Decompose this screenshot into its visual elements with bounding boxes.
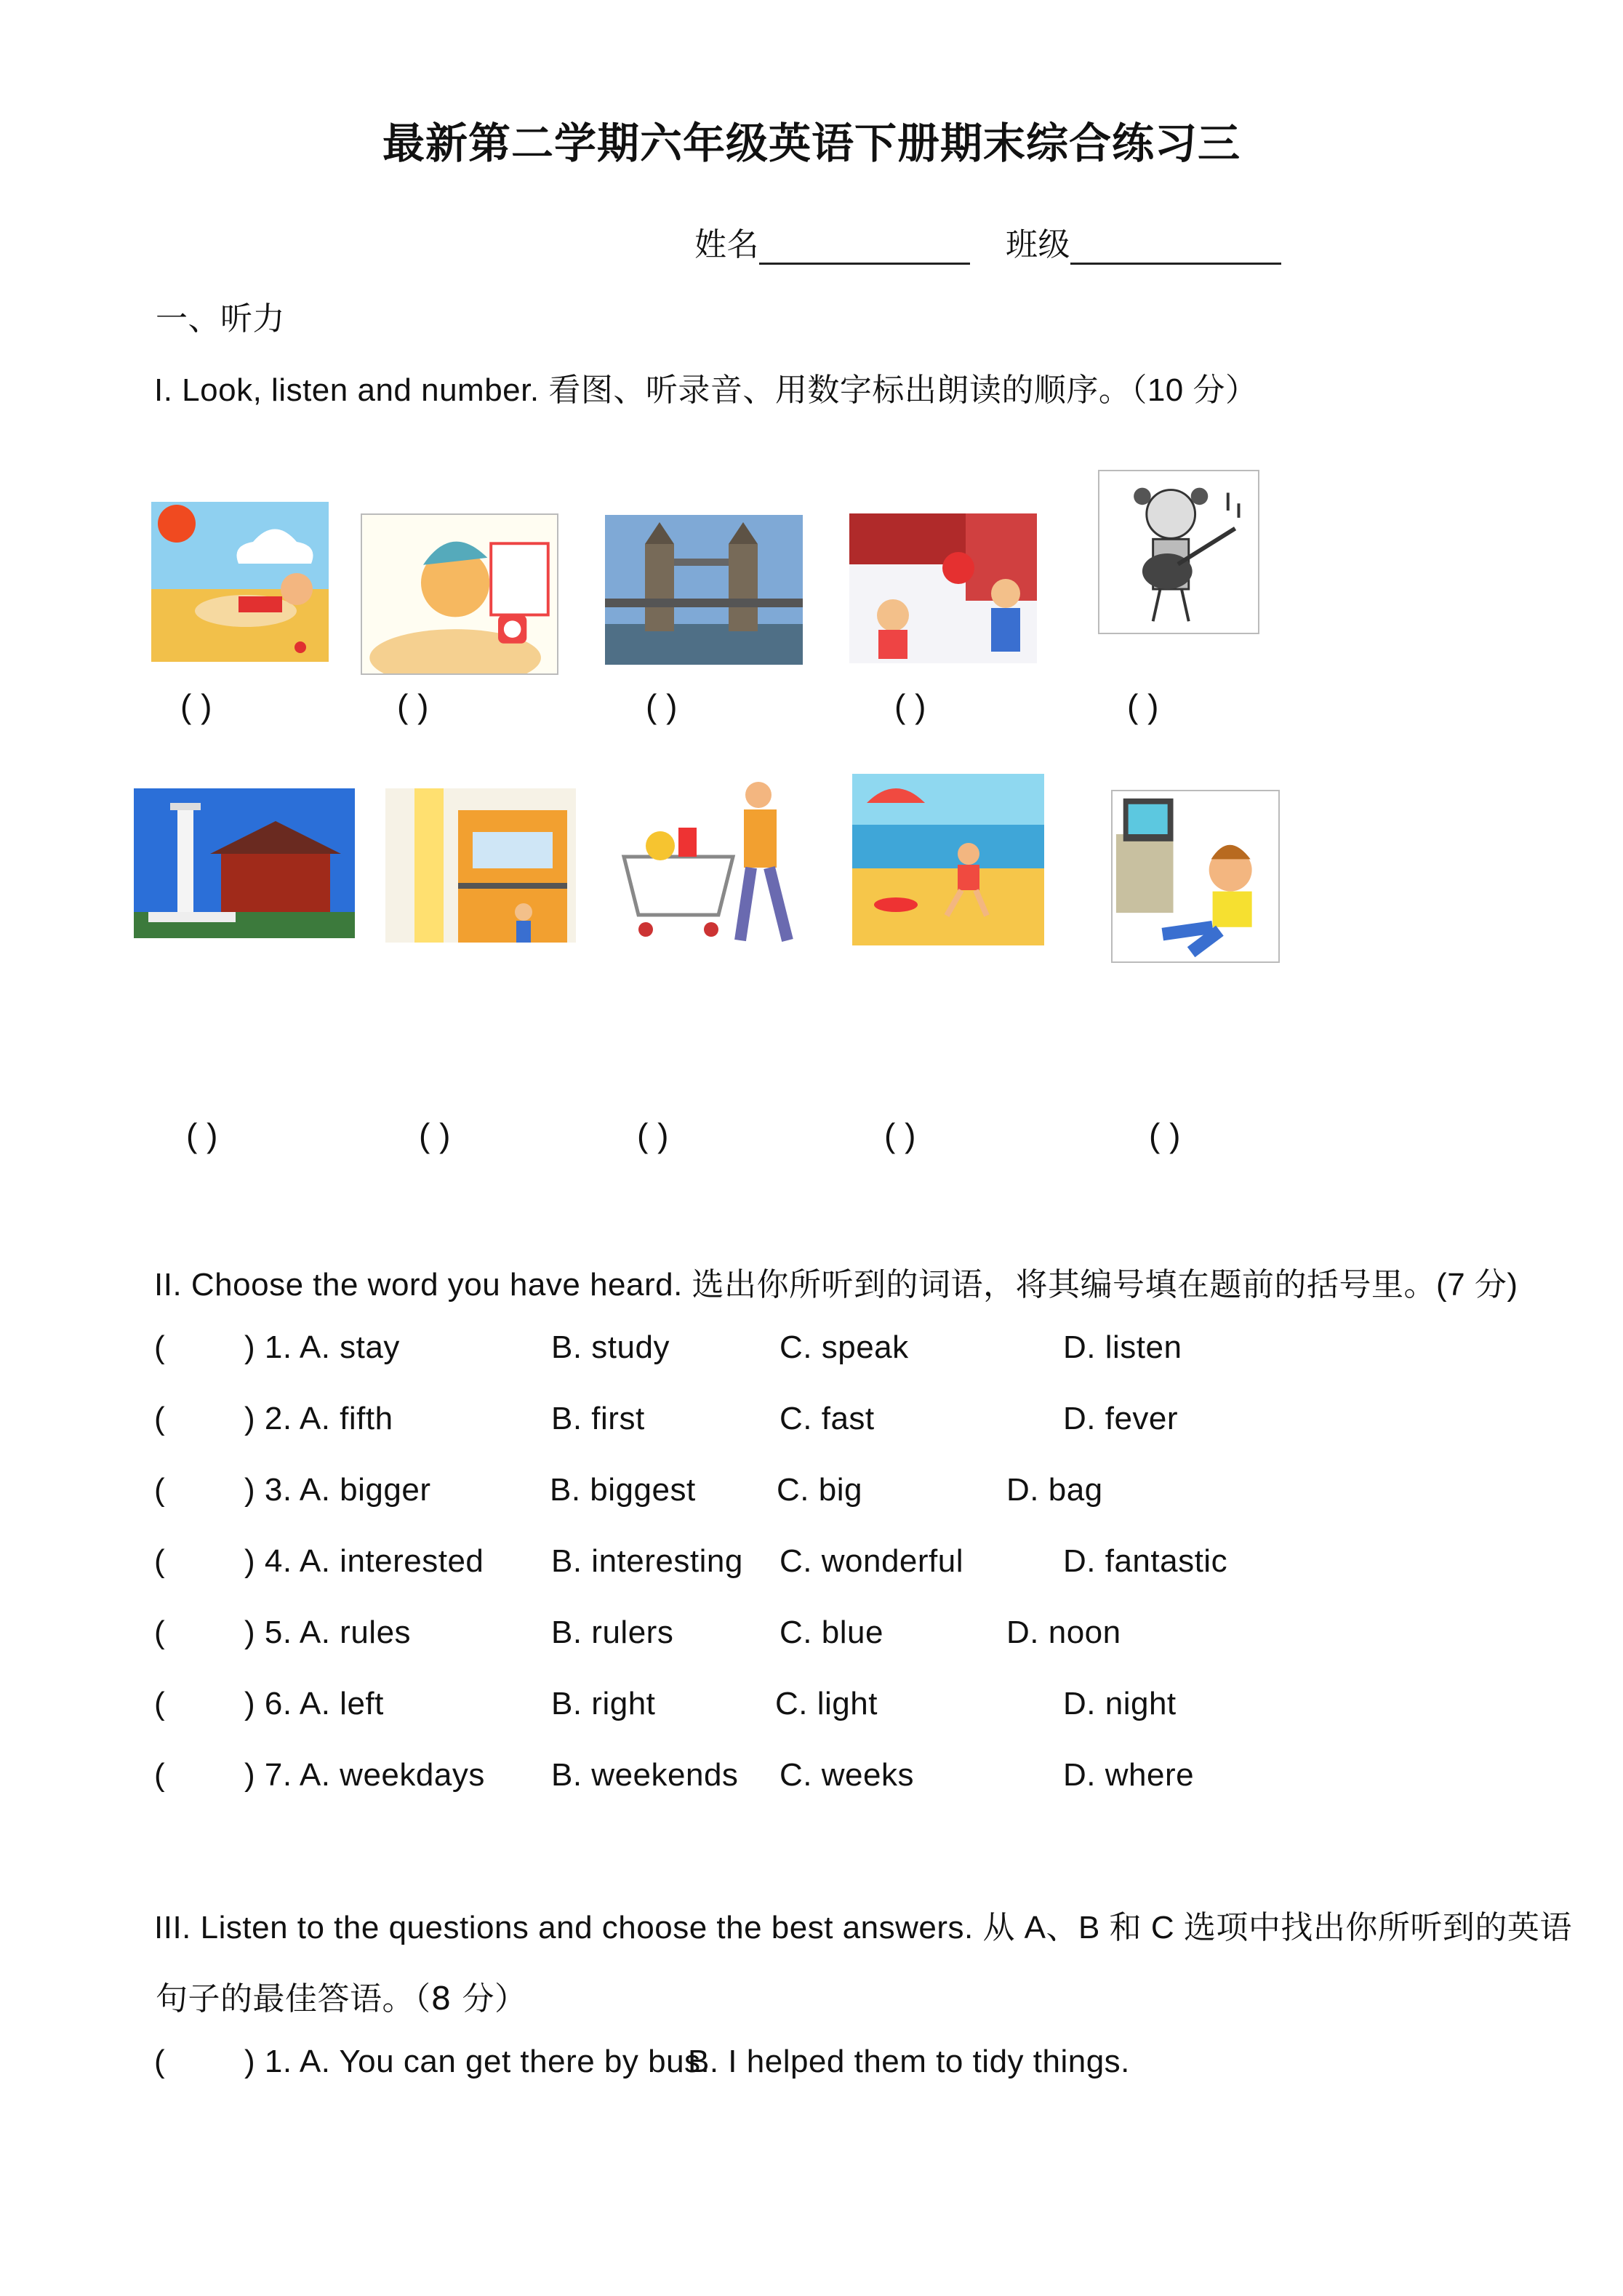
answer-bracket-r2-1[interactable]: ( ) xyxy=(186,1116,218,1154)
q7-option-b: B. weekends xyxy=(551,1757,739,1793)
p3-q1-option-b: B. I helped them to tidy things. xyxy=(688,2044,1130,2079)
q-bracket-2[interactable]: ( xyxy=(154,1401,166,1436)
answer-bracket-r1-5[interactable]: ( ) xyxy=(1127,687,1159,725)
q-bracket-4[interactable]: ( xyxy=(154,1543,166,1579)
answer-bracket-r1-2[interactable]: ( ) xyxy=(397,687,429,725)
q1-option-c: C. speak xyxy=(780,1329,909,1365)
q2-option-a: ) 2. A. fifth xyxy=(244,1401,393,1436)
q6-option-b: B. right xyxy=(551,1686,656,1721)
girl-guitar-icon xyxy=(1098,470,1259,634)
q3-option-a: ) 3. A. bigger xyxy=(244,1472,431,1508)
q4-option-b: B. interesting xyxy=(551,1543,743,1579)
q5-option-d: D. noon xyxy=(1006,1615,1121,1650)
waking-up-icon xyxy=(361,513,558,675)
name-label: 姓名 xyxy=(694,226,759,263)
q2-option-b: B. first xyxy=(551,1401,645,1436)
q-bracket-7[interactable]: ( xyxy=(154,1757,166,1793)
part1-heading: I. Look, listen and number. 看图、听录音、用数字标出朗读的顺序。（10 分） xyxy=(154,372,1258,408)
chinese-palace-icon xyxy=(134,788,355,938)
q7-option-a: ) 7. A. weekdays xyxy=(244,1757,485,1793)
p3-q-bracket-1[interactable]: ( xyxy=(154,2044,166,2079)
shopping-cart-icon xyxy=(617,777,817,950)
q2-option-c: C. fast xyxy=(780,1401,875,1436)
q7-option-d: D. where xyxy=(1063,1757,1195,1793)
q4-option-a: ) 4. A. interested xyxy=(244,1543,484,1579)
answer-bracket-r2-2[interactable]: ( ) xyxy=(419,1116,451,1154)
page-title: 最新第二学期六年级英语下册期末综合练习三 xyxy=(382,119,1241,168)
q-bracket-6[interactable]: ( xyxy=(154,1686,166,1721)
boy-watching-tv-icon xyxy=(1111,790,1280,963)
q6-option-a: ) 6. A. left xyxy=(244,1686,384,1721)
q-bracket-3[interactable]: ( xyxy=(154,1472,166,1508)
q6-option-d: D. night xyxy=(1063,1686,1177,1721)
snow-firecrackers-icon xyxy=(849,513,1037,663)
q7-option-c: C. weeks xyxy=(780,1757,914,1793)
answer-bracket-r2-5[interactable]: ( ) xyxy=(1149,1116,1181,1154)
part3-heading-line1: III. Listen to the questions and choose the best answers. 从 A、B 和 C 选项中找出你所听到的英语 xyxy=(154,1910,1572,1945)
section-listening: 一、听力 xyxy=(156,300,285,337)
q-bracket-5[interactable]: ( xyxy=(154,1615,166,1650)
q4-option-c: C. wonderful xyxy=(780,1543,964,1579)
q1-option-d: D. listen xyxy=(1063,1329,1182,1365)
q1-option-a: ) 1. A. stay xyxy=(244,1329,400,1365)
q3-option-b: B. biggest xyxy=(550,1472,696,1508)
q5-option-a: ) 5. A. rules xyxy=(244,1615,412,1650)
answer-bracket-r1-4[interactable]: ( ) xyxy=(894,687,926,725)
q1-option-b: B. study xyxy=(551,1329,670,1365)
q3-option-d: D. bag xyxy=(1006,1472,1103,1508)
q-bracket-1[interactable]: ( xyxy=(154,1329,166,1365)
part3-heading-line2: 句子的最佳答语。（8 分） xyxy=(156,1980,527,2017)
class-blank[interactable] xyxy=(1070,233,1281,265)
q3-option-c: C. big xyxy=(777,1472,862,1508)
part2-heading: II. Choose the word you have heard. 选出你所听到的词语，将其编号填在题前的括号里。(7 分) xyxy=(154,1267,1518,1303)
q4-option-d: D. fantastic xyxy=(1063,1543,1228,1579)
answer-bracket-r1-3[interactable]: ( ) xyxy=(646,687,678,725)
name-field[interactable] xyxy=(694,218,1281,265)
name-blank[interactable] xyxy=(759,233,970,265)
sunbathing-beach-icon xyxy=(151,502,329,662)
tower-bridge-icon xyxy=(605,515,803,665)
q6-option-c: C. light xyxy=(775,1686,878,1721)
answer-bracket-r2-3[interactable]: ( ) xyxy=(637,1116,669,1154)
q5-option-b: B. rulers xyxy=(551,1615,674,1650)
class-label: 班级 xyxy=(1006,226,1070,263)
q2-option-d: D. fever xyxy=(1063,1401,1179,1436)
answer-bracket-r2-4[interactable]: ( ) xyxy=(884,1116,916,1154)
p3-q1-option-a: ) 1. A. You can get there by bus. xyxy=(244,2044,710,2079)
subway-train-icon xyxy=(385,788,576,943)
q5-option-c: C. blue xyxy=(780,1615,883,1650)
beach-running-icon xyxy=(852,774,1044,945)
answer-bracket-r1-1[interactable]: ( ) xyxy=(180,687,212,725)
